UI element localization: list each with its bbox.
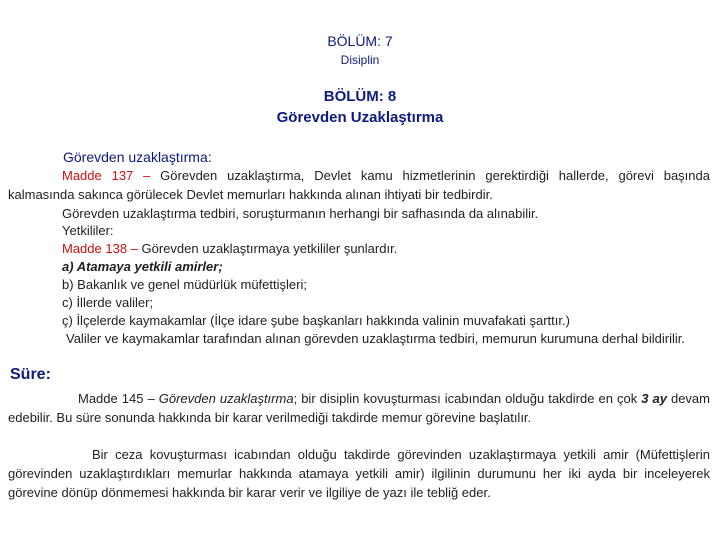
chapter-8-title: BÖLÜM: 8 (323, 88, 397, 105)
list-item-a: a) Atamaya yetkili amirler; (62, 259, 223, 274)
list-item-b: b) Bakanlık ve genel müdürlük müfettişleri; (62, 277, 307, 292)
section-heading: Görevden uzaklaştırma: (63, 149, 212, 165)
article-138 (62, 239, 710, 258)
article-137-text: Görevden uzaklaştırma, Devlet kamu hizmetlerinin gerektirdiği hallerde, görevi başında kalmasında sakınca görülecek Devlet memurları hakkında alınan ihtiyati bir tedbirdir. (8, 168, 710, 202)
criminal-prosecution-paragraph: Bir ceza kovuşturması icabından olduğu takdirde görevinden uzaklaştırmaya yetkili amir (Müfettişlerin görevinden uzaklaştırdıkları memurlar hakkında atamaya yetkili amir) ilgilinin durumunu her iki ayda bir inceleyerek görevine dönüp dönmemesi hakkında bir karar verir ve ilgiliye de yazı ile tebliğ eder. (8, 447, 710, 500)
article-145-duration: 3 ay (641, 391, 667, 406)
list-item-c: c) İllerde valiler; (62, 295, 154, 310)
chapter-7-title: BÖLÜM: 7 (327, 33, 393, 49)
chapter-7-subtitle: Disiplin (340, 53, 380, 67)
article-145-italic: Görevden uzaklaştırma (158, 391, 294, 406)
list-item-cc: ç) İlçelerde kaymakamlar (İlçe idare şube başkanları hakkında valinin muvafakati şarttır.) (62, 313, 570, 328)
article-137 (8, 166, 710, 204)
chapter-8-subtitle: Görevden Uzaklaştırma (276, 109, 444, 126)
stage-line: Görevden uzaklaştırma tedbiri, soruşturmanın herhangi bir safhasında da alınabilir. (62, 206, 539, 221)
article-145-text-2: devam edebilir. Bu süre sonunda hakkında bir karar verilmediği takdirde memur görevine başlatılır. (8, 391, 710, 425)
article-145-prefix: Madde 145 – (78, 391, 159, 406)
article-145-text-1: ; bir disiplin kovuşturması icabından olduğu takdirde en çok (293, 391, 642, 406)
article-145 (8, 389, 710, 427)
duration-heading: Süre: (10, 366, 51, 383)
authorities-line: Yetkililer: (62, 223, 114, 238)
article-137-label: Madde 137 – (62, 168, 151, 183)
governors-paragraph: Valiler ve kaymakamlar tarafından alınan görevden uzaklaştırma tedbiri, memurun kurumuna derhal bildirilir. (66, 331, 685, 346)
article-138-text: Görevden uzaklaştırmaya yetkililer şunlardır. (137, 241, 398, 256)
article-138-label: Madde 138 – (62, 241, 138, 256)
